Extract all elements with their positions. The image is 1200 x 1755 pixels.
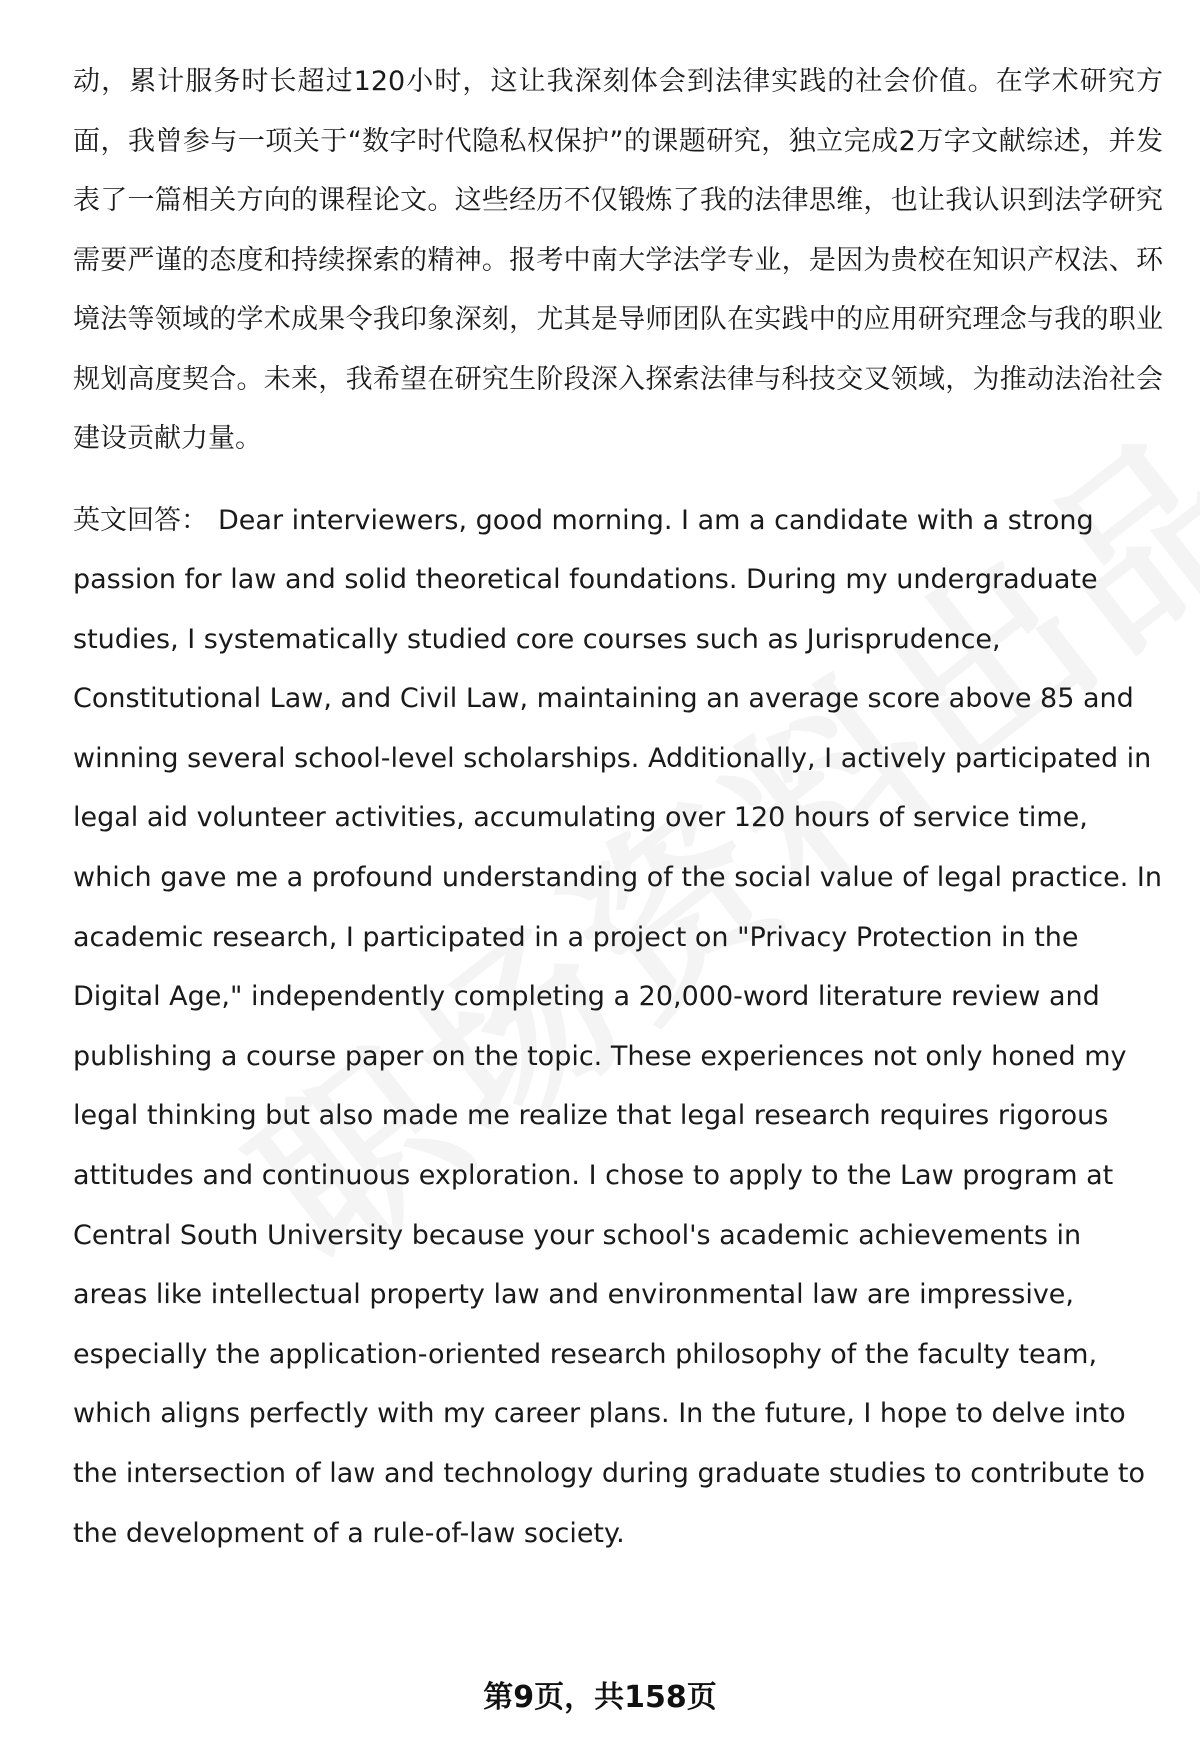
english-answer-text: Dear interviewers, good morning. I am a candidate with a strong passion for law and solid theoretical foundations. During my undergraduate studies, I systematically studied core courses such as Jurisprudence, Constitutional Law, and Civil Law, maintaining an average score above 85 and winning several school-level scholarships. Additionally, I actively participated in legal aid volunteer activities, accumulating over 120 hours of service time, which gave me a profound understanding of the social value of legal practice. In academic research, I participated in a project on "Privacy Protection in the Digital Age," independently completing a 20,000-word literature review and publishing a course paper on the topic. These experiences not only honed my legal thinking but also made me realize that legal research requires rigorous attitudes and continuous exploration. I chose to apply to the Law program at Central South University because your school's academic achievements in areas like intellectual property law and environmental law are impressive, especially the application-oriented research philosophy of the faculty team, which aligns perfectly with my career plans. In the future, I hope to delve into the intersection of law and technology during graduate studies to contribute to the development of a rule-of-law society. xyxy=(73,504,1163,1549)
english-answer-label: 英文回答： xyxy=(73,504,208,536)
english-answer-paragraph xyxy=(73,491,1163,1564)
chinese-answer-paragraph: 动，累计服务时长超过120小时，这让我深刻体会到法律实践的社会价值。在学术研究方面，我曾参与一项关于“数字时代隐私权保护”的课题研究，独立完成2万字文献综述，并发表了一篇相关方向的课程论文。这些经历不仅锻炼了我的法律思维，也让我认识到法学研究需要严谨的态度和持续探索的精神。报考中南大学法学专业，是因为贵校在知识产权法、环境法等领域的学术成果令我印象深刻，尤其是导师团队在实践中的应用研究理念与我的职业规划高度契合。未来，我希望在研究生阶段深入探索法律与科技交叉领域，为推动法治社会建设贡献力量。 xyxy=(73,66,1163,454)
document-body xyxy=(73,52,1163,1563)
page-number: 第9页，共158页 xyxy=(483,1680,717,1715)
